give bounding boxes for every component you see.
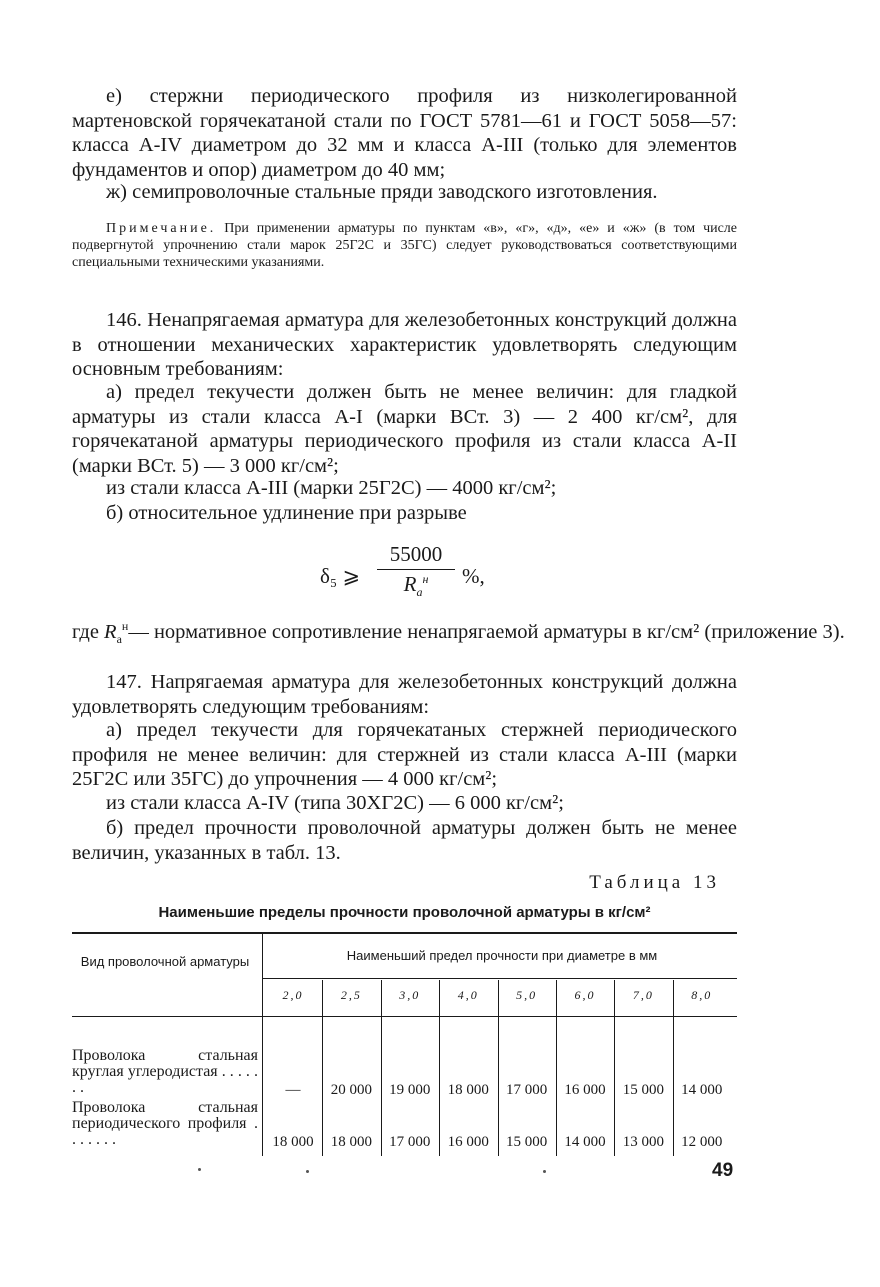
table-header-group: Наименьший предел прочности при диаметре в мм [346,948,658,963]
table-cell: 14 000 [681,1082,723,1098]
table-col-divider [262,934,263,1156]
table-col-line [614,980,615,1156]
table-row-2-label: Проволока стальная периодического профиля . . . . . . . [72,1099,258,1148]
page-number: 49 [712,1160,734,1181]
formula-numerator: 55000 [377,542,455,570]
formula-denominator [377,570,455,600]
print-speck [543,1170,546,1173]
formula-denominator-symbol: R [403,572,417,596]
section-146-a: а) предел текучести должен быть не менее величин: для гладкой арматуры из стали класса А-I (марки ВСт. 3) — 2 400 кг/см², для горячекатаной арматуры периодического профиля из стали класса А-II (марки ВСт. 5) — 3 000 кг/см²; [72,381,737,477]
table-cell: 12 000 [681,1134,723,1150]
print-speck [198,1168,201,1171]
elongation-formula [320,542,520,612]
table-cell: 20 000 [330,1082,373,1098]
table-col-line [381,980,382,1156]
section-147-intro: 147. Напрягаемая арматура для железобетонных конструкций должна удовлетворять следующим требованиям: [72,671,737,718]
table-cell: 17 000 [389,1134,431,1150]
table-diameter-0: 2,0 [282,988,304,1002]
where-symbol-sub: а [116,632,122,647]
section-146-intro: 146. Ненапрягаемая арматура для железобетонных конструкций должна в отношении механических характеристик удовлетворять следующим основным требованиям: [72,309,737,380]
table-top-rule [72,932,737,934]
table-diameter-6: 7,0 [632,988,654,1002]
table-diameter-1: 2,5 [340,988,362,1002]
table-caption: Наименьшие пределы прочности проволочной арматуры в кг/см² [158,904,651,921]
table-col-line [673,980,674,1156]
paragraph-zh: ж) семипроволочные стальные пряди заводского изготовления. [106,181,658,203]
paragraph-e: е) стержни периодического профиля из низколегированной мартеновской горячекатаной стали по ГОСТ 5781—61 и ГОСТ 5058—57: класса А-IV диаметром до 32 мм и класса А-III (только для элементов фундаментов и опор) диаметром до 40 мм; [72,85,737,181]
section-147-a-extra: из стали класса А-IV (типа 30ХГ2С) — 6 000 кг/см²; [106,792,564,814]
formula-rhs: %, [462,564,485,588]
table-cell: 14 000 [564,1134,606,1150]
table-diameter-5: 6,0 [574,988,596,1002]
table-cell: 17 000 [505,1082,548,1098]
where-symbol: R [104,621,117,643]
table-cell: 15 000 [622,1082,665,1098]
table-row-1-label: Проволока стальная круглая углеродистая . . . . . . . [72,1047,258,1096]
table-cell: 15 000 [505,1134,548,1150]
table-col-line [322,980,323,1156]
formula-explanation [72,620,851,645]
table-header-bottom-rule [72,1016,737,1017]
formula-fraction [377,542,455,600]
table-cell: 18 000 [447,1082,489,1098]
table-cell: 18 000 [330,1134,373,1150]
table-col-line [498,980,499,1156]
note-label: Примечание. [106,221,217,236]
table-cell: 16 000 [564,1082,606,1098]
formula-denominator-sub: а [416,585,423,600]
table-diameter-7: 8,0 [691,988,713,1002]
table-number: Таблица 13 [589,872,720,893]
table-diameter-4: 5,0 [516,988,538,1002]
section-146-a-extra: из стали класса А-III (марки 25Г2С) — 4000 кг/см²; [106,477,557,499]
note [72,220,737,271]
section-147-a: а) предел текучести для горячекатаных стержней периодического профиля не менее величин: для стержней из стали класса А-III (марки 25Г2С или 35ГС) до упрочнения — 4 000 кг/см²; [72,719,737,790]
where-symbol-sup: н [121,619,129,634]
print-speck [306,1170,309,1173]
formula-denominator-sup: н [422,572,429,586]
table-diameter-3: 4,0 [457,988,479,1002]
where-prefix: где [72,621,99,643]
table-cell: 18 000 [272,1134,314,1150]
table-header-rule [262,978,737,979]
table-cell: — [285,1082,301,1098]
table-col-line [556,980,557,1156]
table-col-line [439,980,440,1156]
where-text: — нормативное сопротивление ненапрягаемой арматуры в кг/см² (приложение 3). [128,621,845,643]
table-cell: 19 000 [389,1082,431,1098]
note-text: При применении арматуры по пунктам «в», «г», «д», «е» и «ж» (в том числе подвергнутой упрочнению стали марок 25Г2С и 35ГС) следует руководствоваться соответствующими специальными техническими указаниями. [72,221,738,270]
formula-lhs: δ₅ ⩾ [320,564,361,588]
section-147-b: б) предел прочности проволочной арматуры должен быть не менее величин, указанных в табл. 13. [72,817,737,864]
section-146-b: б) относительное удлинение при разрыве [106,502,467,524]
table-cell: 16 000 [447,1134,489,1150]
table-cell: 13 000 [622,1134,665,1150]
table-header-left: Вид проволочной арматуры [80,954,250,969]
table-diameter-2: 3,0 [399,988,421,1002]
